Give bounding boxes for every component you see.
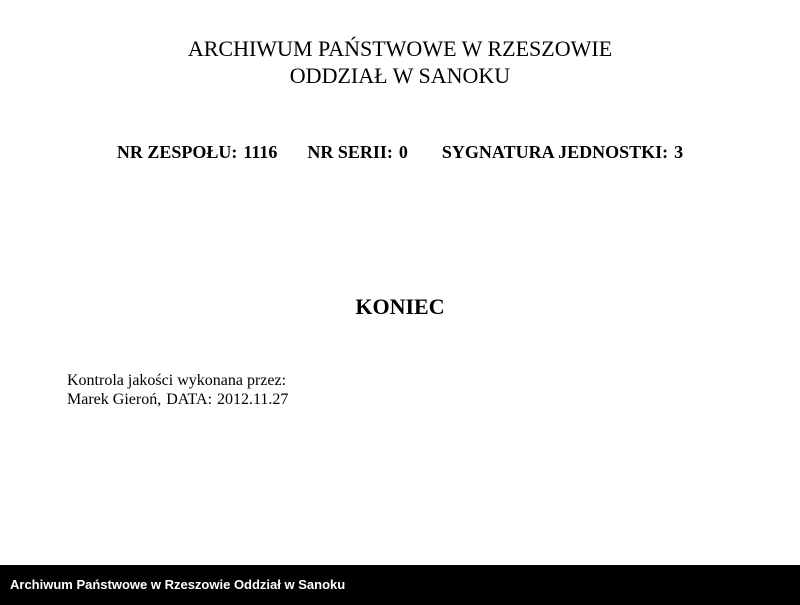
archive-name: ARCHIWUM PAŃSTWOWE W RZESZOWIE [187, 36, 613, 61]
series-value: 0 [398, 142, 408, 162]
quality-control-block [67, 371, 288, 409]
date-label: DATA: [166, 391, 213, 408]
footer-text: Archiwum Państwowe w Rzeszowie Oddział w Sanoku [10, 577, 346, 592]
quality-control-details [67, 390, 288, 409]
reference-line [0, 140, 800, 164]
fonds-value: 1116 [243, 142, 278, 162]
date-value: 2012.11.27 [217, 391, 289, 408]
archive-header [0, 35, 800, 89]
quality-control-label: Kontrola jakości wykonana przez: [67, 372, 287, 389]
series-label: NR SERII: [307, 142, 393, 162]
signature-value: 3 [674, 142, 684, 162]
end-title: KONIEC [355, 294, 445, 319]
branch-name: ODDZIAŁ W SANOKU [289, 63, 511, 88]
signature-label: SYGNATURA JEDNOSTKI: [441, 142, 669, 162]
footer-bar [0, 565, 800, 605]
fonds-label: NR ZESPOŁU: [116, 142, 238, 162]
inspector-name: Marek Gieroń, [67, 391, 162, 408]
